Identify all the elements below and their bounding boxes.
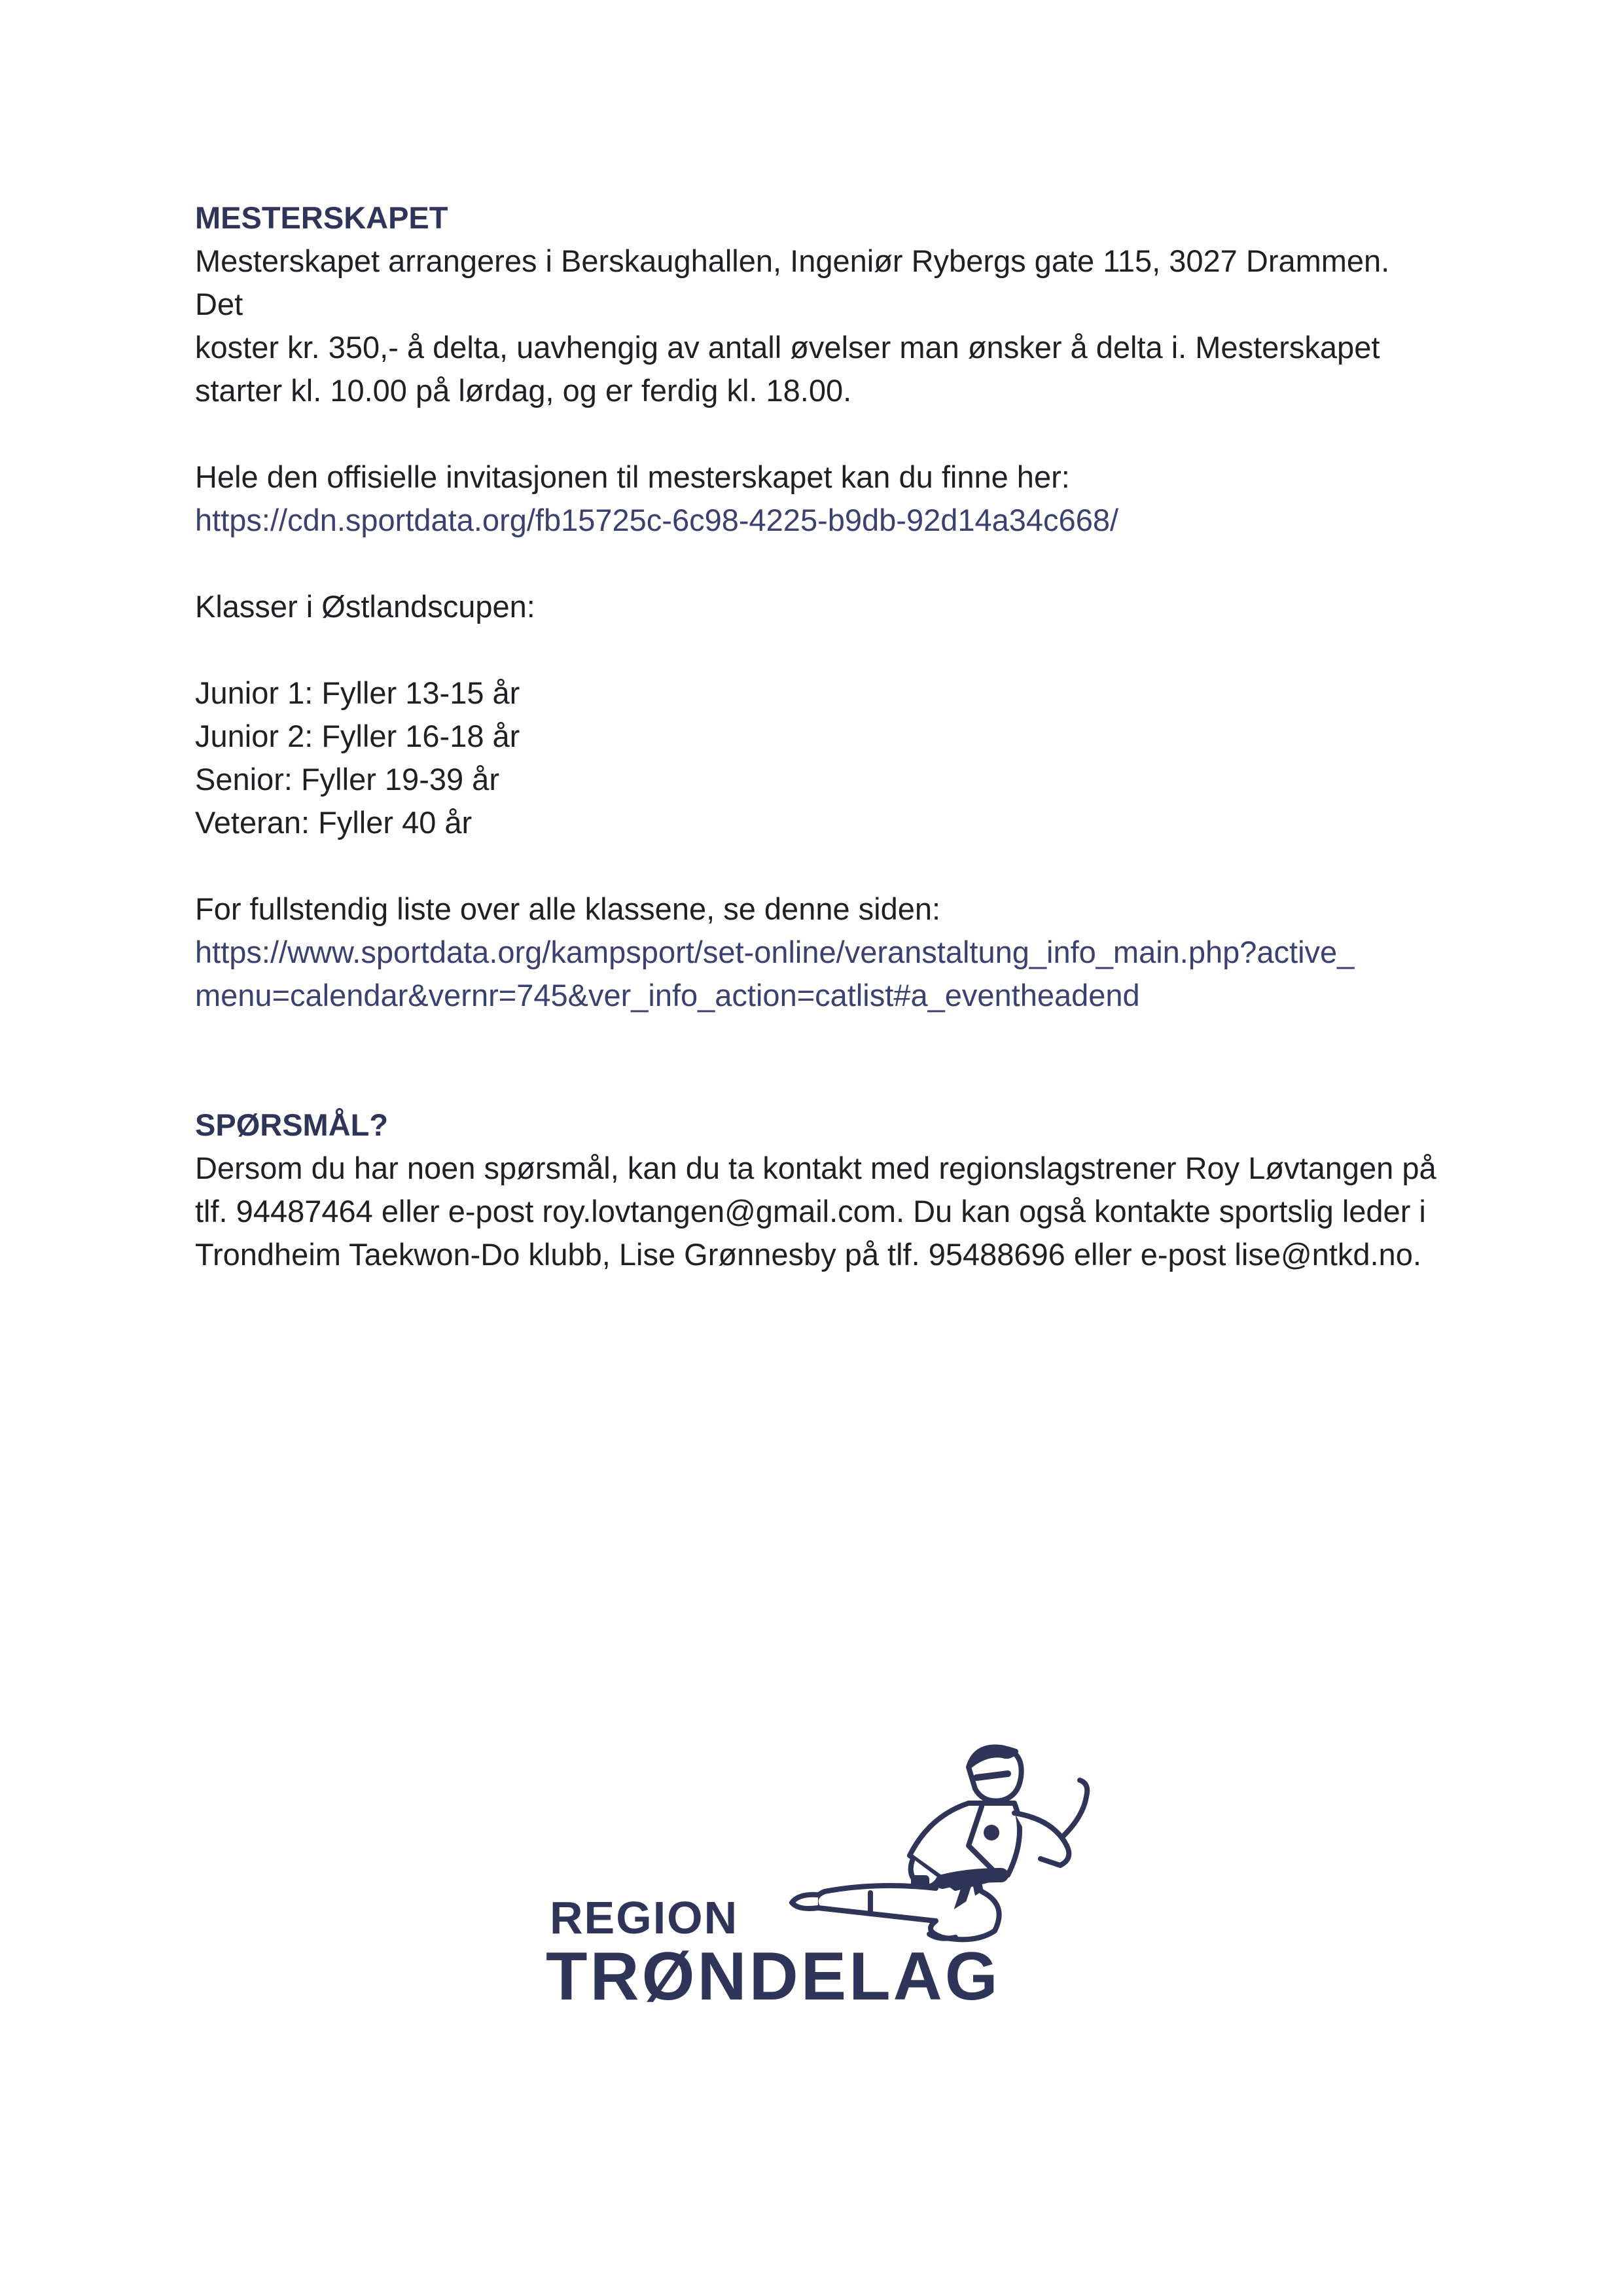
invitation-text: Hele den offisielle invitasjonen til mesterskapet kan du finne her: [195, 459, 1070, 494]
section-heading-mesterskapet: MESTERSKAPET [195, 200, 448, 235]
paragraph-line: koster kr. 350,- å delta, uavhengig av antall øvelser man ønsker å delta i. Mesterskapet [195, 330, 1380, 365]
mesterskapet-paragraph [195, 240, 1438, 412]
region-trondelag-logo [546, 1741, 1139, 2042]
full-list-link-line[interactable]: menu=calendar&vernr=745&ver_info_action=catlist#a_eventheadend [195, 978, 1140, 1013]
list-item: Junior 2: Fyller 16-18 år [195, 719, 520, 753]
paragraph-line: Mesterskapet arrangeres i Berskaughallen, Ingeniør Rybergs gate 115, 3027 Drammen. Det [195, 243, 1390, 321]
logo-text-trondelag: TRØNDELAG [546, 1939, 1001, 2015]
list-item: Veteran: Fyller 40 år [195, 805, 473, 840]
full-list-text: For fullstendig liste over alle klassene, se denne siden: [195, 891, 941, 926]
paragraph-line: Dersom du har noen spørsmål, kan du ta kontakt med regionslagstrener Roy Løvtangen på [195, 1151, 1436, 1185]
logo-text-region: REGION [550, 1892, 739, 1943]
paragraph-line: tlf. 94487464 eller e-post roy.lovtangen@gmail.com. Du kan også kontakte sportslig leder i [195, 1194, 1426, 1229]
document-body [195, 196, 1438, 1276]
classes-title: Klasser i Østlandscupen: [195, 589, 535, 624]
taekwondo-kicker-icon [772, 1741, 1113, 1950]
paragraph-line: Trondheim Taekwon-Do klubb, Lise Grønnesby på tlf. 95488696 eller e-post lise@ntkd.no. [195, 1237, 1421, 1272]
section-heading-questions: SPØRSMÅL? [195, 1107, 389, 1142]
full-list-link[interactable] [195, 931, 1438, 1017]
invitation-link[interactable]: https://cdn.sportdata.org/fb15725c-6c98-4225-b9db-92d14a34c668/ [195, 503, 1119, 537]
classes-list [195, 672, 1438, 844]
questions-paragraph [195, 1147, 1438, 1276]
list-item: Senior: Fyller 19-39 år [195, 762, 499, 797]
list-item: Junior 1: Fyller 13-15 år [195, 675, 520, 710]
paragraph-line: starter kl. 10.00 på lørdag, og er ferdig kl. 18.00. [195, 373, 852, 408]
full-list-link-line[interactable]: https://www.sportdata.org/kampsport/set-online/veranstaltung_info_main.php?active_ [195, 935, 1355, 969]
